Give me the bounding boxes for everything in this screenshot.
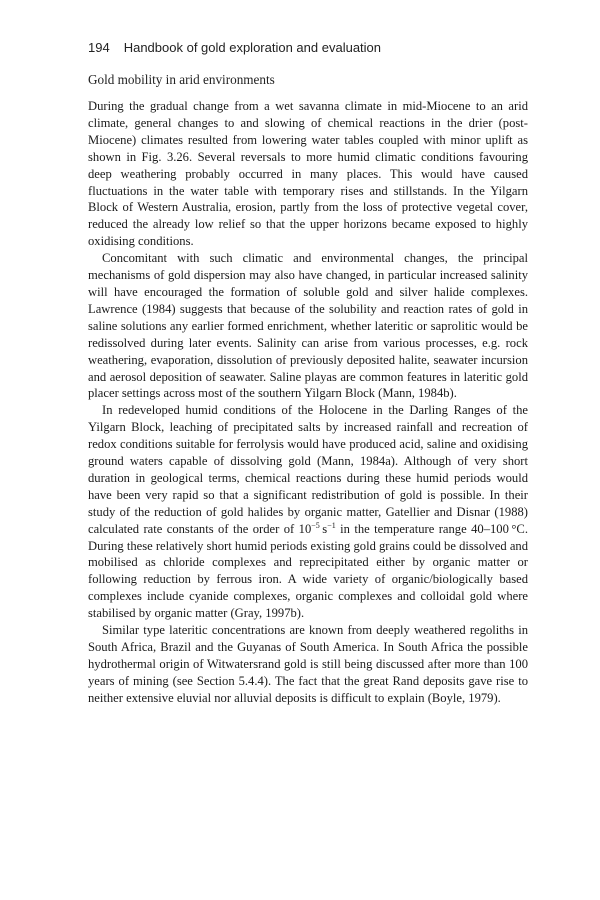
paragraph-2: Concomitant with such climatic and environmental changes, the principal mechanisms of gold dispersion may also have changed, in particular increased salinity will have encouraged the formation of soluble gold and silver halide complexes. Lawrence (1984) suggests that because of the solubility and reaction rates of gold in saline solutions any earlier formed enrichment, whether lateritic or saprolitic would be redissolved during later events. Salinity can arise from various processes, e.g. rock weathering, evaporation, dissolution of previously deposited halite, seawater incursion and aerosol deposition of seawater. Saline playas are common features in lateritic gold placer settings across most of the southern Yilgarn Block (Mann, 1984b). (88, 251, 528, 401)
paragraph-3 (88, 402, 528, 622)
paragraph-3-text-b: in the temperature range 40–100 °C. During these relatively short humid periods existing gold grains could be dissolved and mobilised as chloride complexes and reprecipitated either by organic matter or following reduction by ferrous iron. A wide variety of organic/biologically based complexes include cyanide complexes, organic complexes and colloidal gold where stabilised by organic matter (Gray, 1997b). (88, 521, 529, 621)
book-page (88, 40, 528, 707)
book-title: Handbook of gold exploration and evaluation (123, 40, 382, 55)
paragraph-1: During the gradual change from a wet savanna climate in mid-Miocene to an arid climate, general changes to and slowing of chemical reactions in the drier (post-Miocene) climates resulted from lowering water tables coupled with minor uplift as shown in Fig. 3.26. Several reversals to more humid climatic conditions favouring deep weathering probably occurred in many places. This would have caused fluctuations in the water table with temporary rises and stillstands. In the Yilgarn Block of Western Australia, erosion, partly from the loss of protective vegetal cover, reduced the already low relief so that the upper horizons became exposed to highly oxidising conditions. (88, 99, 528, 249)
paragraph-4: Similar type lateritic concentrations are known from deeply weathered regoliths in South Africa, Brazil and the Guyanas of South America. In South Africa the possible hydrothermal origin of Witwatersrand gold is still being discussed after more than 100 years of mining (see Section 5.4.4). The fact that the great Rand deposits gave rise to neither extensive eluvial nor alluvial deposits is difficult to explain (Boyle, 1979). (88, 623, 528, 705)
section-heading: Gold mobility in arid environments (88, 72, 275, 87)
page-number: 194 (88, 40, 110, 55)
unit-seconds: s (319, 521, 328, 536)
exponent-2: −1 (327, 520, 336, 530)
exponent-1: −5 (311, 520, 320, 530)
paragraph-3-text-a: In redeveloped humid conditions of the Holocene in the Darling Ranges of the Yilgarn Block, leaching of precipitated salts by increased rainfall and recreation of redox conditions suitable for ferrolysis would have produced acid, saline and oxidising ground waters capable of dissolving gold (Mann, 1984a). Although of very short duration in geological terms, chemical reactions during these humid periods would have been very rapid so that a significant redistribution of gold is possible. In their study of the reduction of gold halides by organic matter, Gatellier and Disnar (1988) calculated rate constants of the order of 10 (88, 403, 528, 536)
running-head (88, 40, 528, 55)
